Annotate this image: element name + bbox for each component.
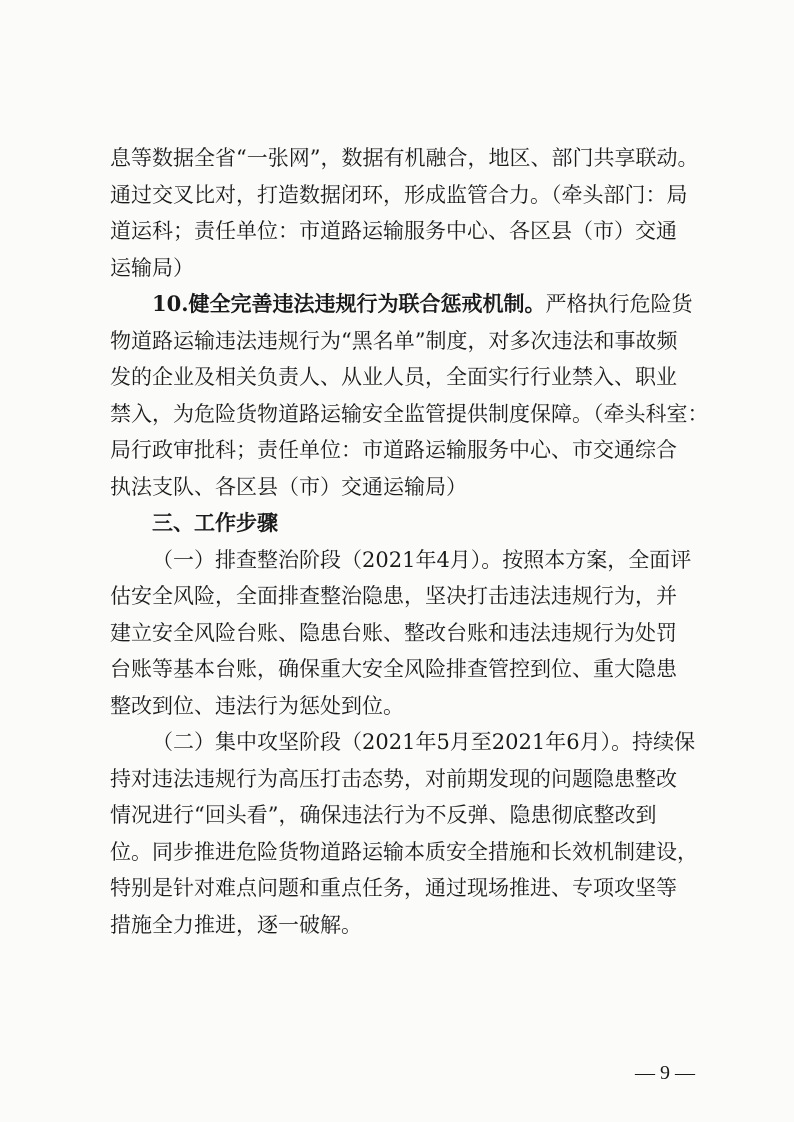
paragraph-line: 估安全风险，全面排查整治隐患，坚决打击违法违规行为，并: [110, 584, 677, 608]
paragraph-line: 息等数据全省“一张网”，数据有机融合，地区、部门共享联动。: [110, 146, 699, 170]
paragraph-line: 执法支队、各区县（市）交通运输局）: [110, 474, 467, 499]
paragraph-line: 禁入，为危险货物道路运输安全监管提供制度保障。（牵头科室：: [110, 401, 709, 426]
paragraph-line: 道运科；责任单位：市道路运输服务中心、各区县（市）交通: [110, 219, 677, 243]
paragraph-line: 通过交叉比对，打造数据闭环，形成监管合力。（牵头部门：局: [110, 182, 688, 207]
paragraph-line: 措施全力推进，逐一破解。: [110, 912, 362, 937]
paragraph-line: 局行政审批科；责任单位：市道路运输服务中心、市交通综合: [110, 438, 677, 462]
paragraph-line: 整改到位、违法行为惩处到位。: [110, 693, 404, 718]
section-heading: 三、工作步骤: [152, 511, 278, 535]
item-10-title: 10.健全完善违法违规行为联合惩戒机制。: [152, 291, 546, 316]
paragraph-line: 运输局）: [110, 255, 194, 280]
paragraph-line: 建立安全风险台账、隐患台账、整改台账和违法违规行为处罚: [110, 620, 677, 645]
paragraph-line: 物道路运输违法违规行为“黑名单”制度，对多次违法和事故频: [110, 328, 678, 353]
stage-2-first-line: （二）集中攻坚阶段（2021年5月至2021年6月）。持续保: [152, 730, 696, 754]
paragraph-line: 特别是针对难点问题和重点任务，通过现场推进、专项攻坚等: [110, 876, 677, 900]
stage-1-first-line: （一）排查整治阶段（2021年4月）。按照本方案，全面评: [152, 547, 692, 572]
paragraph-line: 位。同步推进危险货物道路运输本质安全措施和长效机制建设，: [110, 839, 698, 864]
paragraph-line: 持对违法违规行为高压打击态势，对前期发现的问题隐患整改: [110, 766, 677, 791]
document-body: [110, 140, 710, 943]
paragraph-line: 台账等基本台账，确保重大安全风险排查管控到位、重大隐患: [110, 657, 677, 681]
paragraph-line: 情况进行“回头看”，确保违法行为不反弹、隐患彻底整改到: [110, 803, 657, 827]
page-number: — 9 —: [635, 1062, 695, 1084]
paragraph-line: 发的企业及相关负责人、从业人员，全面实行行业禁入、职业: [110, 365, 677, 389]
item-10-first-line-rest: 严格执行危险货: [545, 292, 693, 316]
item-10-first-line: [110, 286, 710, 323]
